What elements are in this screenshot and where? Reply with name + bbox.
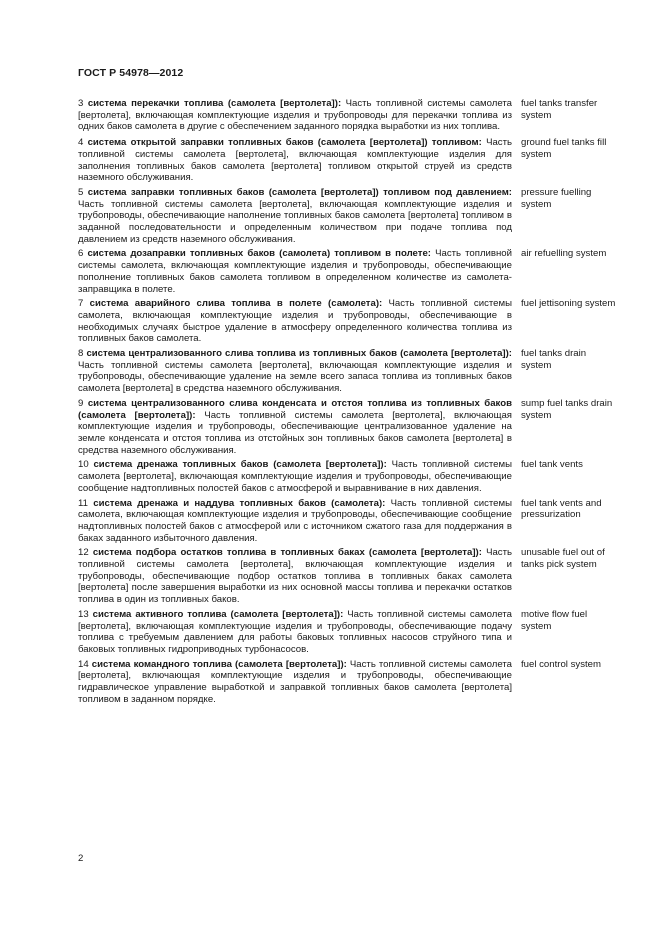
- term-name: система активного топлива (самолета [вертолета]):: [92, 608, 344, 620]
- term-definition-ru: [78, 248, 512, 295]
- term-entry: [78, 459, 618, 494]
- term-definition-ru: [78, 609, 512, 656]
- term-number: 5: [78, 186, 84, 198]
- term-definition-ru: [78, 547, 512, 606]
- term-definition-ru: [78, 98, 512, 133]
- term-text: Часть топливной системы самолета [вертолета], включающая комплектующие изделия и трубопроводы для перекачки топлива из одних баков самолета в другие с обеспечением заданного порядка выработки из них топлива.: [78, 98, 513, 133]
- term-text: Часть топливной системы самолета [вертолета], включающая комплектующие изделия и трубопроводы, обеспечивающие подбор остатков топлива в топливных баках самолета [вертолета] после завершения выработки из них основной массы топлива и перекачки остатков топлива в один из топливных баков.: [78, 547, 512, 606]
- term-number: 7: [78, 298, 84, 310]
- term-text: Часть топливной системы самолета [вертолета], включающая комплектующие изделия и трубопроводы, обеспечивающие централизованное удаление на земле конденсата и отстоя топлива из отстойных зон топливных баков самолета [вертолета] в средства наземного обслуживания.: [78, 409, 512, 456]
- term-name: система дозаправки топливных баков (самолета) топливом в полете:: [87, 248, 431, 260]
- term-english: fuel tanks transfer system: [521, 98, 598, 121]
- term-number: 13: [78, 608, 89, 620]
- term-name: система подбора остатков топлива в топливных баках (самолета [вертолета]):: [92, 547, 482, 559]
- term-text: Часть топливной системы самолета [вертолета], включающая комплектующие изделия и трубопроводы, обеспечивающие гидравлическое управление выработкой и заправкой топливных баков самолета [вертолета] топливом в заданном порядке.: [78, 658, 512, 705]
- term-text: Часть топливной системы самолета, включающая комплектующие изделия и трубопроводы, обеспечивающие сообщение надтопливных полостей баков с атмосферой или с источником сжатого газа для поддержания в баках заданного избыточного давления.: [78, 497, 512, 544]
- term-name: система централизованного слива топлива из топливных баков (самолета [вертолета]):: [86, 348, 512, 360]
- term-definition-ru: [78, 137, 512, 184]
- term-definition-ru: [78, 398, 512, 457]
- term-text: Часть топливной системы самолета [вертолета], включающая комплектующие изделия и трубопроводы, обеспечивающие наполнение топливных баков самолета [вертолета] топливом в заданной последовательности и определенным количеством при подаче топлива под давлением из средств наземного обслуживания.: [78, 198, 512, 245]
- term-definition-ru: [78, 498, 512, 545]
- term-number: 6: [78, 248, 84, 260]
- term-english: ground fuel tanks fill system: [521, 137, 607, 160]
- term-definition-ru: [78, 298, 512, 345]
- term-name: система заправки топливных баков (самолета [вертолета]) топливом под давлением:: [87, 186, 512, 198]
- term-definition-ru: [78, 659, 512, 706]
- term-name: система перекачки топлива (самолета [вертолета]):: [87, 98, 342, 109]
- term-entry: [78, 98, 618, 133]
- term-entry: [78, 187, 618, 246]
- term-entry: [78, 248, 618, 295]
- term-english: sump fuel tanks drain system: [521, 397, 613, 421]
- term-definition-ru: [78, 348, 512, 395]
- term-text: Часть топливной системы самолета [вертолета], включающая комплектующие изделия для заполнения топливных баков самолета [вертолета] топливом открытой струей из средств наземного обслуживания.: [78, 137, 512, 184]
- term-name: система централизованного слива конденсата и отстоя топлива из топливных баков (самолета [вертолета]):: [78, 397, 512, 421]
- standard-header: ГОСТ Р 54978—2012: [78, 67, 184, 79]
- term-definition-ru: [78, 459, 512, 494]
- term-number: 10: [78, 459, 89, 471]
- term-name: система аварийного слива топлива в полете (самолета):: [89, 298, 383, 310]
- term-number: 9: [78, 397, 84, 409]
- term-name: система открытой заправки топливных баков (самолета [вертолета]) топливом:: [87, 137, 482, 149]
- term-entry: [78, 137, 618, 184]
- term-english: fuel control system: [521, 658, 601, 670]
- term-text: Часть топливной системы самолета [вертолета], включающая комплектующие изделия и трубопроводы, обеспечивающие сообщение надтопливных полостей баков с атмосферой и выравнивание в них давления.: [78, 459, 513, 494]
- term-number: 14: [78, 658, 89, 670]
- term-text: Часть топливной системы самолета, включающая комплектующие изделия и трубопроводы, обеспечивающие в необходимых случаях быстрое удаление в атмосферу определенного количества топлива из топливных баков самолета.: [78, 298, 512, 345]
- term-english: air refuelling system: [521, 248, 607, 260]
- terms-list: [78, 98, 618, 705]
- term-english: motive flow fuel system: [521, 608, 588, 632]
- term-number: 12: [78, 547, 89, 559]
- page-number: 2: [78, 853, 84, 864]
- term-english: fuel tanks drain system: [521, 348, 587, 371]
- term-number: 4: [78, 137, 84, 149]
- term-english: pressure fuelling system: [521, 186, 592, 210]
- term-name: система командного топлива (самолета [вертолета]):: [91, 658, 347, 670]
- term-number: 3: [78, 98, 84, 109]
- term-english: fuel tank vents: [521, 459, 583, 471]
- term-number: 11: [78, 497, 88, 509]
- term-entry: [78, 298, 618, 345]
- term-entry: [78, 398, 618, 457]
- term-entry: [78, 547, 618, 606]
- term-text: Часть топливной системы самолета [вертолета], включающая комплектующие изделия и трубопроводы, обеспечивающие удаление на земле всего запаса топлива из топливных баков самолета [вертолета] в средства наземного обслуживания.: [78, 359, 512, 395]
- term-entry: [78, 609, 618, 656]
- term-name: система дренажа топливных баков (самолета [вертолета]):: [93, 459, 387, 471]
- term-definition-ru: [78, 187, 512, 246]
- term-english: fuel jettisoning system: [521, 298, 616, 310]
- term-text: Часть топливной системы самолета [вертолета], включающая комплектующие изделия и трубопроводы, обеспечивающие подачу топлива с требуемым давлением для работы баковых топливных насосов струйного типа и баковых топливных гидроприводных турбонасосов.: [78, 608, 512, 655]
- term-entry: [78, 659, 618, 706]
- term-english: fuel tank vents and pressurization: [521, 497, 602, 521]
- term-english: unusable fuel out of tanks pick system: [521, 547, 605, 571]
- term-entry: [78, 348, 618, 395]
- term-entry: [78, 498, 618, 545]
- term-name: система дренажа и наддува топливных баков (самолета):: [93, 497, 386, 509]
- term-text: Часть топливной системы самолета, включающая комплектующие изделия и трубопроводы, обеспечивающие пополнение топливных баков самолета топливом в определенном количестве из самолета-заправщика в полете.: [78, 248, 512, 295]
- term-number: 8: [78, 348, 84, 360]
